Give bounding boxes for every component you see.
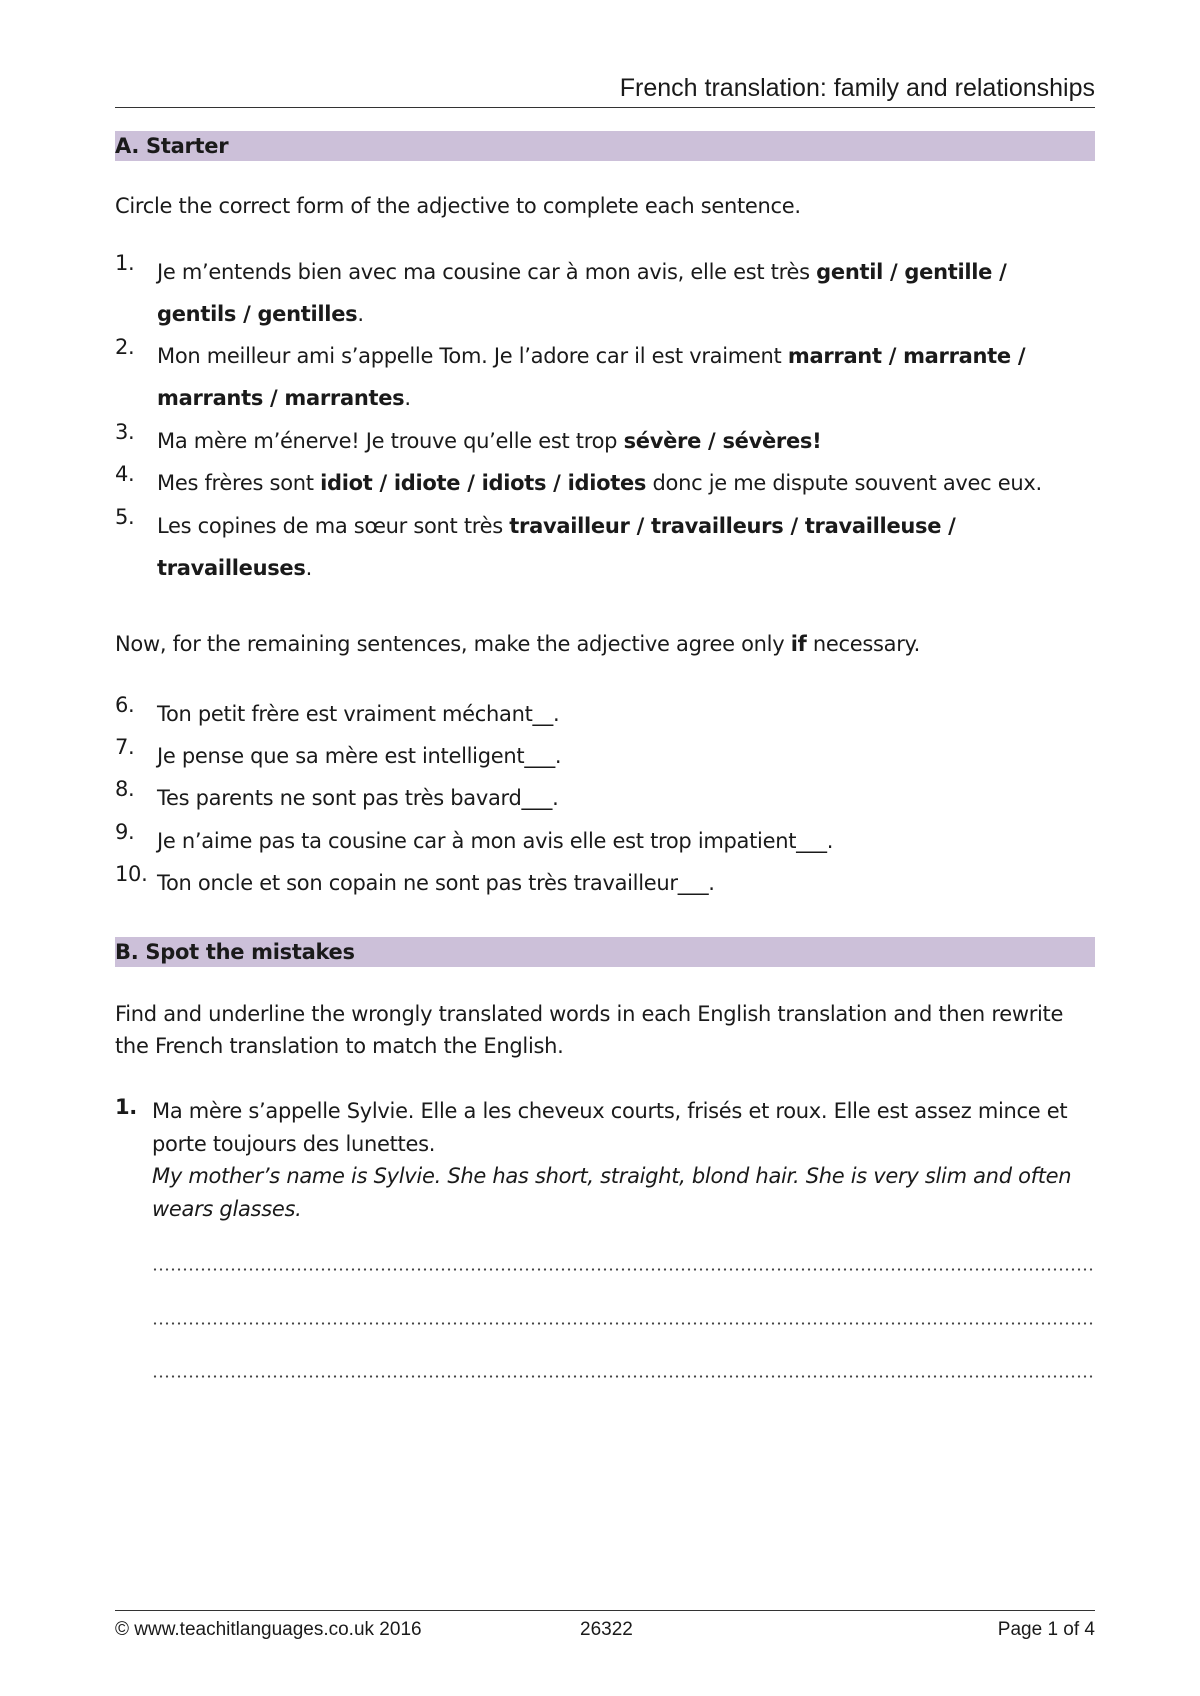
item-number: 5. [115,505,135,529]
item-number: 2. [115,335,135,359]
item-number: 3. [115,420,135,444]
page-header [115,70,1095,108]
item-number: 7. [115,735,135,759]
adjective-options: marrant / marrante / marrants / marrantes [157,344,1026,410]
answer-line[interactable] [152,1268,1095,1271]
list-item [115,777,1095,819]
item-text: Ma mère m’énerve! Je trouve qu’elle est trop sévère / sévères! [157,429,822,453]
adjective-options: gentil / gentille / gentils / gentilles [157,260,1007,326]
english-translation: My mother’s name is Sylvie. She has short, straight, blond hair. She is very slim and often wears glasses. [152,1164,1072,1221]
item-number: 1. [115,1095,137,1119]
item-text: Ton petit frère est vraiment méchant__. [157,702,560,726]
section-a-instruction-2: Now, for the remaining sentences, make the adjective agree only if necessary. [115,632,921,656]
footer-copyright: © www.teachitlanguages.co.uk 2016 [115,1619,422,1640]
answer-line[interactable] [152,1375,1095,1378]
list-item [115,1095,1095,1225]
list-item [115,335,1095,419]
section-b-heading-bar [115,937,1095,967]
list-item [115,735,1095,777]
answer-line[interactable] [152,1322,1095,1325]
item-text: Je pense que sa mère est intelligent___. [157,744,562,768]
french-sentence: Ma mère s’appelle Sylvie. Elle a les cheveux courts, frisés et roux. Elle est assez mince et porte toujours des lunettes. [152,1099,1068,1156]
list-item [115,693,1095,735]
item-text [152,1095,1092,1225]
item-number: 10. [115,862,148,886]
footer-page-number: Page 1 of 4 [997,1619,1095,1640]
page-footer [115,1610,1095,1641]
list-item [115,420,1095,462]
item-text: Les copines de ma sœur sont très travailleur / travailleurs / travailleuse / travailleuses. [157,514,956,580]
list-item [115,820,1095,862]
section-b-instruction: Find and underline the wrongly translated words in each English translation and then rewrite the French translation to match the English. [115,1002,1064,1058]
item-text: Je n’aime pas ta cousine car à mon avis elle est trop impatient___. [157,829,834,853]
item-text: Je m’entends bien avec ma cousine car à mon avis, elle est très gentil / gentille / gentils / gentilles. [157,260,1007,326]
list-item [115,462,1095,504]
section-b-heading: B. Spot the mistakes [115,940,355,964]
item-text: Ton oncle et son copain ne sont pas très travailleur___. [157,871,715,895]
adjective-options: sévère / sévères! [623,429,822,453]
item-text: Mes frères sont idiot / idiote / idiots / idiotes donc je me dispute souvent avec eux. [157,471,1042,495]
item-number: 6. [115,693,135,717]
item-number: 9. [115,820,135,844]
item-number: 4. [115,462,135,486]
adjective-options: idiot / idiote / idiots / idiotes [320,471,647,495]
footer-code: 26322 [580,1619,633,1640]
list-item [115,862,1095,904]
section-a-heading-bar [115,131,1095,161]
item-number: 1. [115,251,135,275]
page-title: French translation: family and relationships [619,74,1095,102]
list-item [115,251,1095,335]
item-text: Tes parents ne sont pas très bavard___. [157,786,559,810]
item-text: Mon meilleur ami s’appelle Tom. Je l’adore car il est vraiment marrant / marrante / marrants / marrantes. [157,344,1026,410]
section-a-heading: A. Starter [115,134,229,158]
item-number: 8. [115,777,135,801]
section-a-instruction: Circle the correct form of the adjective to complete each sentence. [115,194,801,218]
adjective-options: travailleur / travailleurs / travailleuse / travailleuses [157,514,956,580]
list-item [115,505,1095,589]
